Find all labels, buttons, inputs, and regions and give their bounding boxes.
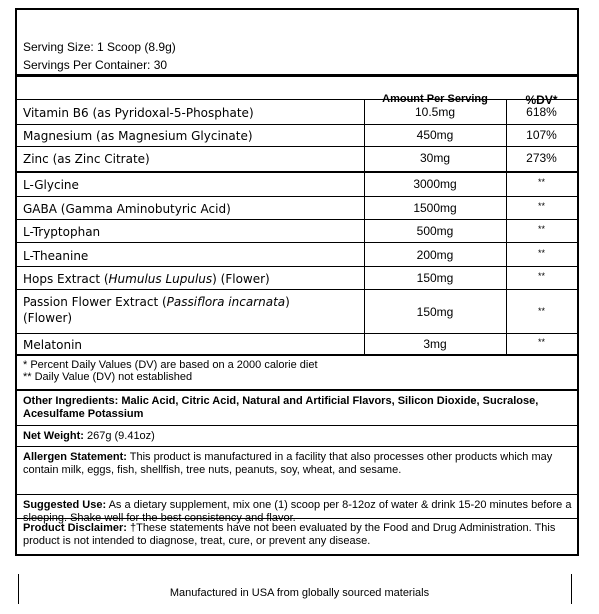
ingredient-dv: 107%	[526, 128, 557, 142]
ingredient-amount: 10.5mg	[414, 105, 456, 119]
ingredient-name: L-Glycine	[23, 178, 79, 192]
ingredient-name: L-Tryptophan	[23, 225, 101, 239]
ingredient-name: L-Theanine	[23, 249, 89, 263]
ingredient-amount: 150mg	[416, 271, 454, 285]
net-weight-value: 267g (9.41oz)	[83, 430, 155, 442]
product-disclaimer	[23, 522, 578, 547]
ingredient-dv: **	[537, 224, 545, 234]
ingredient-name: Vitamin B6 (as Pyridoxal-5-Phosphate)	[23, 106, 254, 120]
ingredient-dv: **	[537, 271, 545, 281]
allergen-text: This product is manufactured in a facility that also processes other products which may contain milk, eggs, fish, shellfish, tree nuts, peanuts, soy, wheat, and sesame.	[23, 451, 553, 476]
name-part: Hops Extract (	[23, 272, 109, 286]
divider	[17, 196, 577, 197]
name-latin: Passiflora incarnata	[166, 295, 286, 309]
disclaimer-label: Product Disclaimer:	[23, 522, 127, 534]
ingredient-name: Magnesium (as Magnesium Glycinate)	[23, 129, 253, 143]
ingredient-amount: 200mg	[416, 248, 454, 262]
ingredient-name	[23, 294, 290, 326]
divider	[17, 146, 577, 147]
ingredient-dv: 273%	[526, 151, 557, 165]
ingredient-amount: 30mg	[419, 151, 451, 165]
ingredient-name	[23, 271, 270, 287]
name-part: ) (Flower)	[212, 272, 270, 286]
divider	[17, 425, 577, 426]
header-amount: Amount Per Serving	[382, 93, 488, 105]
divider	[17, 124, 577, 125]
ingredient-amount: 3mg	[423, 337, 447, 351]
ingredient-dv: **	[537, 248, 545, 258]
divider-thick	[17, 74, 577, 77]
ingredient-amount: 450mg	[416, 128, 454, 142]
ingredient-dv: **	[537, 337, 545, 347]
divider	[17, 266, 577, 267]
divider	[17, 494, 577, 495]
divider	[17, 171, 577, 173]
allergen-statement	[23, 451, 578, 476]
divider	[17, 289, 577, 290]
ingredient-amount: 1500mg	[413, 201, 457, 215]
ingredient-name: Zinc (as Zinc Citrate)	[23, 152, 150, 166]
divider	[17, 99, 577, 100]
net-weight	[23, 430, 578, 443]
servings-per-container: Servings Per Container: 30	[23, 58, 168, 72]
name-part: Passion Flower Extract (	[23, 295, 167, 309]
ingredient-dv: 618%	[526, 105, 557, 119]
name-latin: Humulus Lupulus	[108, 272, 213, 286]
ingredient-amount: 3000mg	[413, 177, 457, 191]
disclaimer-text: †These statements have not been evaluated by the Food and Drug Administration. This product is not intended to diagnose, treat, cure, or prevent any disease.	[23, 522, 556, 547]
ingredient-amount: 500mg	[416, 224, 454, 238]
ingredient-dv: **	[537, 201, 545, 211]
other-ingredients: Other Ingredients: Malic Acid, Citric Acid, Natural and Artificial Flavors, Silicon Dioxide, Sucralose, Acesulfame Potassium	[23, 395, 539, 420]
divider	[17, 219, 577, 220]
footnote-dv-not-established: ** Daily Value (DV) not established	[23, 371, 193, 383]
allergen-label: Allergen Statement:	[23, 451, 127, 463]
divider	[17, 389, 577, 391]
net-weight-label: Net Weight:	[23, 430, 84, 442]
supplement-facts-panel	[15, 8, 579, 556]
suggested-use-label: Suggested Use:	[23, 499, 107, 511]
name-part: )	[285, 295, 290, 309]
serving-size: Serving Size: 1 Scoop (8.9g)	[23, 40, 176, 54]
ingredient-name: GABA (Gamma Aminobutyric Acid)	[23, 202, 231, 216]
suggested-use-text: As a dietary supplement, mix one (1) scoop per 8-12oz of water & drink 15-20 minutes before a sleeping. Shake well for the best consistency and flavor.	[23, 499, 572, 524]
ingredient-amount: 150mg	[416, 305, 454, 319]
name-part: (Flower)	[23, 311, 73, 325]
divider	[17, 242, 577, 243]
suggested-use	[23, 499, 578, 524]
ingredient-dv: **	[537, 306, 545, 316]
ingredient-name: Melatonin	[23, 338, 83, 352]
divider	[17, 446, 577, 447]
header-dv: %DV*	[525, 93, 558, 107]
ingredient-dv: **	[537, 177, 545, 187]
divider	[17, 333, 577, 334]
footnote-dv-basis: * Percent Daily Values (DV) are based on a 2000 calorie diet	[23, 359, 318, 371]
manufactured-in: Manufactured in USA from globally sourced materials	[169, 587, 430, 599]
divider	[17, 354, 577, 356]
